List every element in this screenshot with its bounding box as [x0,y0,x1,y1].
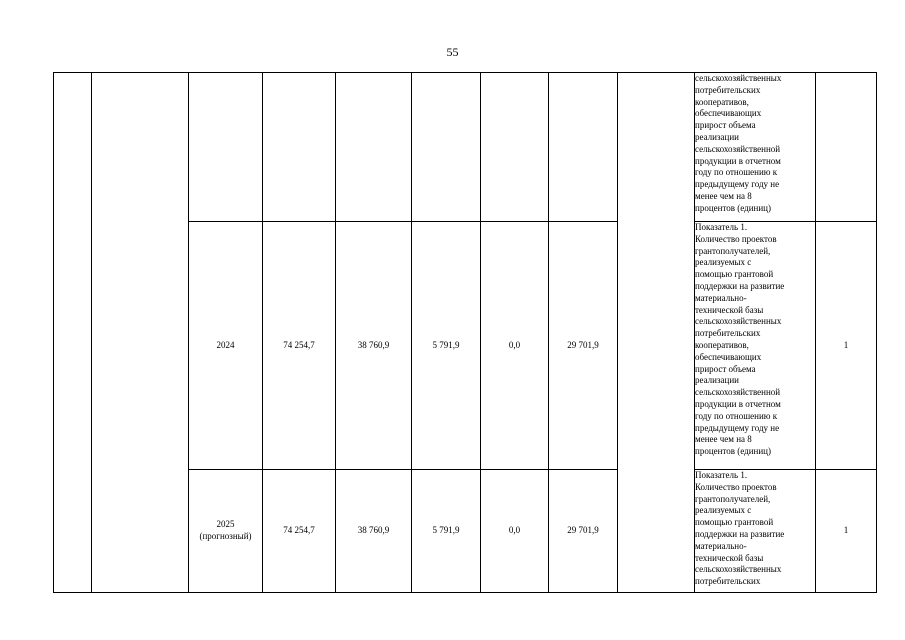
year-cell [189,222,263,470]
indicator-line: реализуемых с [695,257,752,268]
indicator-line: сельскохозяйственных [695,564,782,575]
value-cell [263,73,336,222]
value-cell [549,73,618,222]
value-cell: 29 701,9 [549,470,618,593]
year-line: 2024 [216,339,235,350]
page-number: 55 [446,45,459,59]
indicator-line: сельскохозяйственной [695,143,781,154]
indicator-line: кооперативов, [695,339,749,350]
blank-cell [54,73,92,593]
indicator-line: реализации [695,375,739,386]
indicator-line: предыдущему году не [695,179,780,190]
indicator-line: материально- [695,540,747,551]
indicator-line: кооперативов, [695,96,749,107]
indicator-line: поддержки на развитие [695,528,785,539]
indicator-line: реализуемых с [695,505,752,516]
indicator-line: потребительских [695,84,761,95]
year-cell [189,470,263,593]
value-cell: 5 791,9 [412,470,481,593]
blank-cell [92,73,189,593]
value-cell [336,73,412,222]
indicator-line: прирост объема [695,363,756,374]
value-cell: 29 701,9 [549,222,618,470]
indicator-line: процентов (единиц) [695,446,771,457]
value-cell: 0,0 [481,222,549,470]
indicator-cell [695,470,816,593]
indicator-line: сельскохозяйственных [695,316,782,327]
indicator-line: предыдущему году не [695,422,780,433]
year-cell [189,73,263,222]
indicator-line: технической базы [695,552,764,563]
indicator-cell [695,222,816,470]
indicator-line: продукции в отчетном [695,398,781,409]
indicator-line: Показатель 1. [695,470,748,480]
indicator-line: прирост объема [695,120,756,131]
indicator-line: сельскохозяйственных [695,73,782,83]
value-cell: 5 791,9 [412,222,481,470]
target-cell [816,73,877,222]
value-cell [412,73,481,222]
indicator-line: поддержки на развитие [695,280,785,291]
indicator-line: потребительских [695,328,761,339]
blank-cell [618,73,695,593]
indicator-line: обеспечивающих [695,108,762,119]
year-line: (прогнозный) [199,531,252,541]
indicator-line: обеспечивающих [695,351,762,362]
indicator-line: Количество проектов [695,481,777,492]
value-cell: 38 760,9 [336,222,412,470]
year-line: 2025 [216,519,235,530]
indicator-line: Показатель 1. [695,222,748,232]
indicator-line: реализации [695,131,739,142]
indicator-line: помощью грантовой [695,269,774,280]
indicator-line: Количество проектов [695,233,777,244]
indicator-line: сельскохозяйственной [695,387,781,398]
target-cell: 1 [816,470,877,593]
indicator-line: грантополучателей, [695,493,771,504]
value-cell [481,73,549,222]
indicator-line: технической базы [695,304,764,315]
indicator-line: процентов (единиц) [695,202,771,213]
value-cell: 74 254,7 [263,470,336,593]
indicator-line: грантополучателей, [695,245,771,256]
value-cell: 38 760,9 [336,470,412,593]
table-row [54,73,877,222]
indicator-line: менее чем на 8 [695,434,752,445]
indicator-line: материально- [695,292,747,303]
indicator-line: менее чем на 8 [695,190,752,201]
indicator-line: году по отношению к [695,410,778,421]
target-cell: 1 [816,222,877,470]
indicator-line: продукции в отчетном [695,155,781,166]
indicator-line: помощью грантовой [695,517,774,528]
value-cell: 0,0 [481,470,549,593]
indicator-line: году по отношению к [695,167,778,178]
indicator-line: потребительских [695,576,761,587]
budget-table [53,72,877,593]
value-cell: 74 254,7 [263,222,336,470]
indicator-cell [695,73,816,222]
